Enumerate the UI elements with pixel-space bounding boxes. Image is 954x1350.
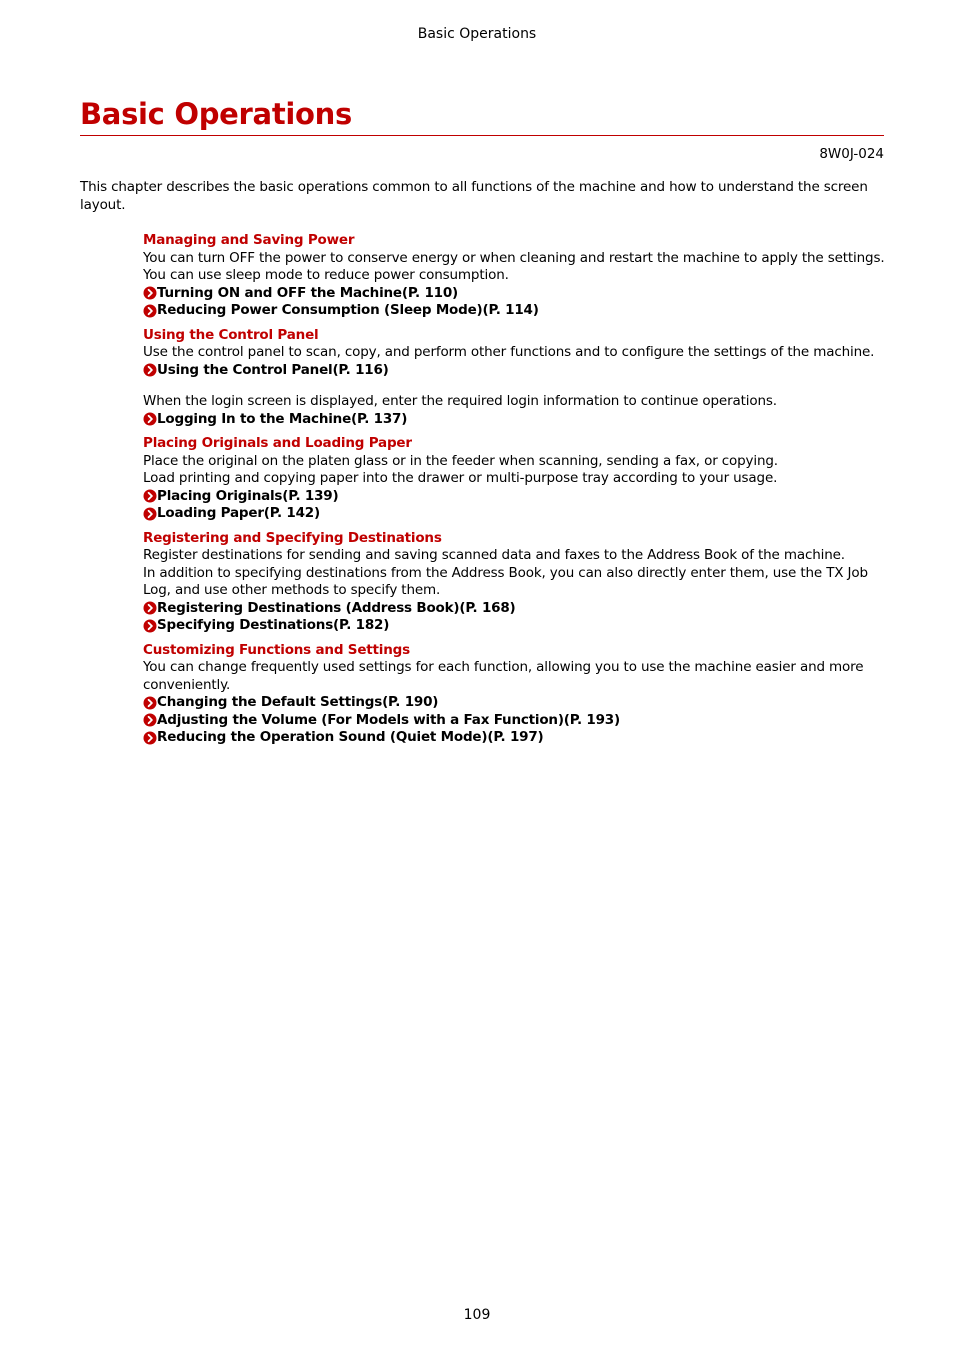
section-managing-power xyxy=(143,232,888,320)
section-paragraph: In addition to specifying destinations from the Address Book, you can also directly enter them, use the TX Job Log, and use other methods to specify them. xyxy=(143,564,868,598)
section-paragraph: You can change frequently used settings for each function, allowing you to use the machine easier and more conveniently. xyxy=(143,659,864,693)
link-label: Registering Destinations (Address Book)(P. 168) xyxy=(157,599,516,616)
section-heading: Registering and Specifying Destinations xyxy=(143,529,442,546)
arrow-circle-icon xyxy=(143,601,157,615)
arrow-circle-icon xyxy=(143,286,157,300)
arrow-circle-icon xyxy=(143,363,157,377)
section-heading: Customizing Functions and Settings xyxy=(143,641,410,658)
section-paragraph: Use the control panel to scan, copy, and perform other functions and to configure the settings of the machine. xyxy=(143,344,875,360)
link-label: Changing the Default Settings(P. 190) xyxy=(157,694,439,710)
link-quiet-mode[interactable] xyxy=(143,729,888,747)
running-header: Basic Operations xyxy=(417,26,537,42)
section-paragraph: Load printing and copying paper into the drawer or multi-purpose tray according to your usage. xyxy=(143,470,778,486)
page-number: 109 xyxy=(463,1307,491,1323)
arrow-circle-icon xyxy=(143,731,157,745)
section-paragraph: When the login screen is displayed, enter the required login information to continue operations. xyxy=(143,393,777,409)
link-placing-originals[interactable] xyxy=(143,488,888,506)
link-label: Specifying Destinations(P. 182) xyxy=(157,617,390,633)
section-paragraph: You can use sleep mode to reduce power consumption. xyxy=(143,267,509,283)
link-using-control-panel[interactable] xyxy=(143,362,888,380)
title-divider xyxy=(80,135,884,136)
page-title: Basic Operations xyxy=(80,97,352,131)
section-originals-paper xyxy=(143,435,888,523)
link-loading-paper[interactable] xyxy=(143,505,888,523)
section-customizing xyxy=(143,642,888,747)
link-sleep-mode[interactable] xyxy=(143,302,888,320)
section-heading: Managing and Saving Power xyxy=(143,232,355,248)
arrow-circle-icon xyxy=(143,713,157,727)
arrow-circle-icon xyxy=(143,489,157,503)
section-destinations xyxy=(143,530,888,635)
link-label: Loading Paper(P. 142) xyxy=(157,505,320,521)
arrow-circle-icon xyxy=(143,696,157,710)
section-control-panel xyxy=(143,327,888,429)
document-id: 8W0J-024 xyxy=(819,146,884,162)
link-label: Using the Control Panel(P. 116) xyxy=(157,361,389,378)
section-paragraph: Place the original on the platen glass or in the feeder when scanning, sending a fax, or copying. xyxy=(143,452,778,469)
link-default-settings[interactable] xyxy=(143,694,888,712)
arrow-circle-icon xyxy=(143,304,157,318)
link-label: Adjusting the Volume (For Models with a Fax Function)(P. 193) xyxy=(157,711,620,728)
arrow-circle-icon xyxy=(143,619,157,633)
section-paragraph: You can turn OFF the power to conserve energy or when cleaning and restart the machine to apply the settings. xyxy=(143,249,885,266)
section-heading: Placing Originals and Loading Paper xyxy=(143,435,412,451)
link-label: Reducing the Operation Sound (Quiet Mode)(P. 197) xyxy=(157,729,544,745)
arrow-circle-icon xyxy=(143,412,157,426)
link-logging-in[interactable] xyxy=(143,411,888,429)
arrow-circle-icon xyxy=(143,507,157,521)
link-registering-destinations[interactable] xyxy=(143,600,888,618)
link-label: Turning ON and OFF the Machine(P. 110) xyxy=(157,284,459,301)
intro-paragraph: This chapter describes the basic operations common to all functions of the machine and how to understand the screen layout. xyxy=(80,179,868,213)
section-paragraph: Register destinations for sending and saving scanned data and faxes to the Address Book of the machine. xyxy=(143,547,845,563)
section-heading: Using the Control Panel xyxy=(143,326,319,343)
link-adjusting-volume[interactable] xyxy=(143,712,888,730)
link-label: Placing Originals(P. 139) xyxy=(157,487,339,504)
sections-list xyxy=(143,232,888,754)
link-turning-on-off[interactable] xyxy=(143,285,888,303)
link-label: Reducing Power Consumption (Sleep Mode)(P. 114) xyxy=(157,302,539,318)
link-label: Logging In to the Machine(P. 137) xyxy=(157,410,408,427)
link-specifying-destinations[interactable] xyxy=(143,617,888,635)
